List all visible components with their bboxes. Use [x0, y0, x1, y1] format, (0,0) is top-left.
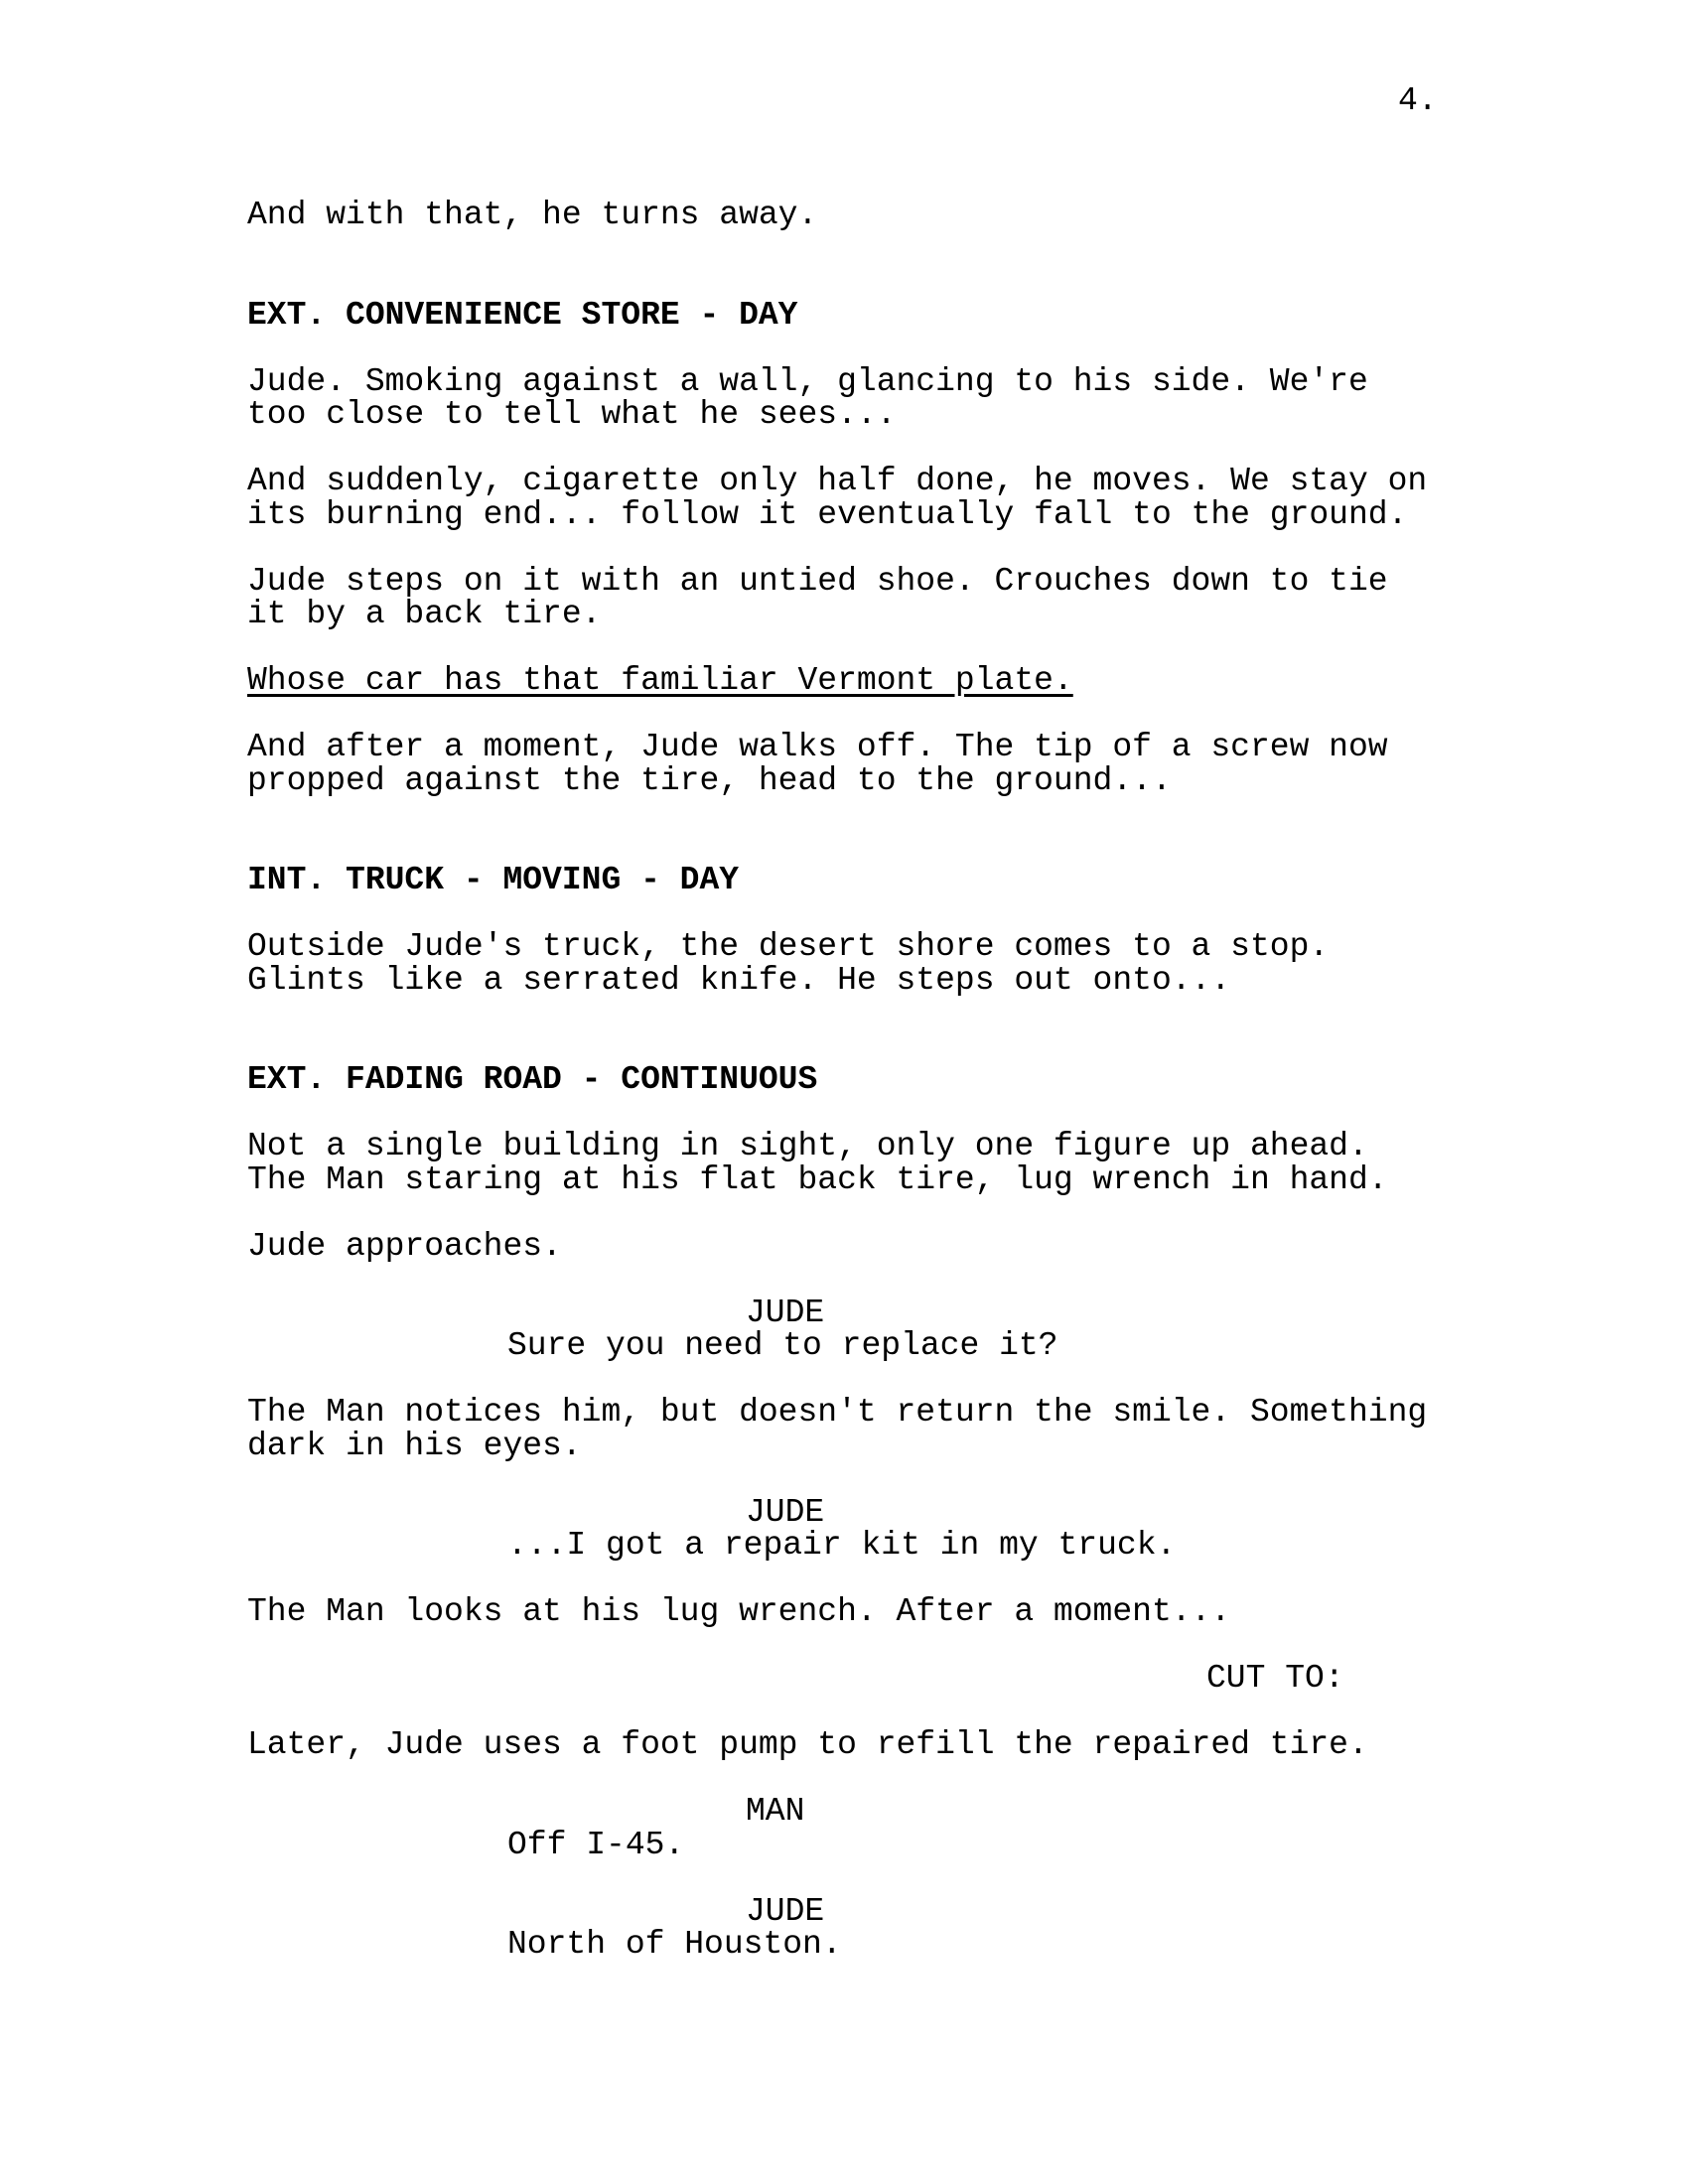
action-line: Jude steps on it with an untied shoe. Crouches down to tie [247, 562, 1388, 600]
action-line: too close to tell what he sees... [247, 396, 897, 433]
screenplay-body [247, 199, 1538, 1962]
script-block-character [247, 1892, 1538, 1930]
action-line: propped against the tire, head to the ground... [247, 761, 1172, 799]
script-block-dialogue [247, 1529, 1538, 1563]
character-cue: JUDE [746, 1892, 825, 1930]
scene-heading: EXT. CONVENIENCE STORE - DAY [247, 296, 798, 334]
script-block-action [247, 362, 1538, 433]
action-line: it by a back tire. [247, 596, 602, 632]
action-line: Glints like a serrated knife. He steps out onto... [247, 961, 1231, 999]
dialogue-line: North of Houston. [507, 1926, 842, 1963]
dialogue-line: ...I got a repair kit in my truck. [507, 1527, 1177, 1564]
transition-line: CUT TO: [1206, 1660, 1344, 1697]
script-block-transition [247, 1662, 1538, 1696]
script-block-dialogue [247, 1826, 1538, 1863]
action-line: Later, Jude uses a foot pump to refill the repaired tire. [247, 1726, 1368, 1763]
script-block-action [247, 465, 1538, 531]
action-line: Jude approaches. [247, 1227, 562, 1265]
action-line: And with that, he turns away. [247, 197, 818, 233]
dialogue-line: Sure you need to replace it? [507, 1327, 1058, 1364]
action-line: Jude. Smoking against a wall, glancing to his side. We're [247, 362, 1368, 400]
character-cue: JUDE [746, 1493, 825, 1531]
scene-heading: EXT. FADING ROAD - CONTINUOUS [247, 1061, 818, 1098]
action-line: The Man notices him, but doesn't return the smile. Something [247, 1394, 1428, 1431]
action-line: The Man looks at his lug wrench. After a moment... [247, 1593, 1231, 1630]
scene-heading: INT. TRUCK - MOVING - DAY [247, 862, 740, 898]
script-block-character [247, 1795, 1538, 1829]
action-line: And after a moment, Jude walks off. The tip of a screw now [247, 729, 1388, 765]
script-block-character [247, 1294, 1538, 1331]
script-block-character [247, 1493, 1538, 1531]
script-block-action [247, 562, 1538, 632]
script-block-action [247, 1130, 1538, 1196]
script-block-heading [247, 296, 1538, 334]
action-line: its burning end... follow it eventually fall to the ground. [247, 495, 1408, 533]
action-line: The Man staring at his flat back tire, lug wrench in hand. [247, 1160, 1388, 1198]
dialogue-line: Off I-45. [507, 1826, 685, 1863]
action-line: Outside Jude's truck, the desert shore comes to a stop. [247, 928, 1330, 965]
action-line: Not a single building in sight, only one figure up ahead. [247, 1128, 1368, 1164]
script-block-action [247, 1728, 1538, 1762]
action-line: And suddenly, cigarette only half done, he moves. We stay on [247, 463, 1428, 499]
character-cue: MAN [746, 1793, 805, 1830]
script-block-action [247, 199, 1538, 232]
script-block-action [247, 930, 1538, 997]
action-line: dark in his eyes. [247, 1427, 582, 1464]
script-block-action-underline [247, 664, 1538, 698]
script-block-action [247, 1595, 1538, 1629]
script-block-heading [247, 864, 1538, 897]
action-line-underlined: Whose car has that familiar Vermont plate. [247, 662, 1073, 699]
character-cue: JUDE [746, 1294, 825, 1331]
page-number: 4. [1398, 82, 1438, 119]
script-block-dialogue [247, 1928, 1538, 1962]
script-block-action [247, 1396, 1538, 1462]
script-block-action [247, 1227, 1538, 1265]
script-block-action [247, 731, 1538, 797]
script-block-dialogue [247, 1329, 1538, 1363]
script-block-heading [247, 1063, 1538, 1097]
